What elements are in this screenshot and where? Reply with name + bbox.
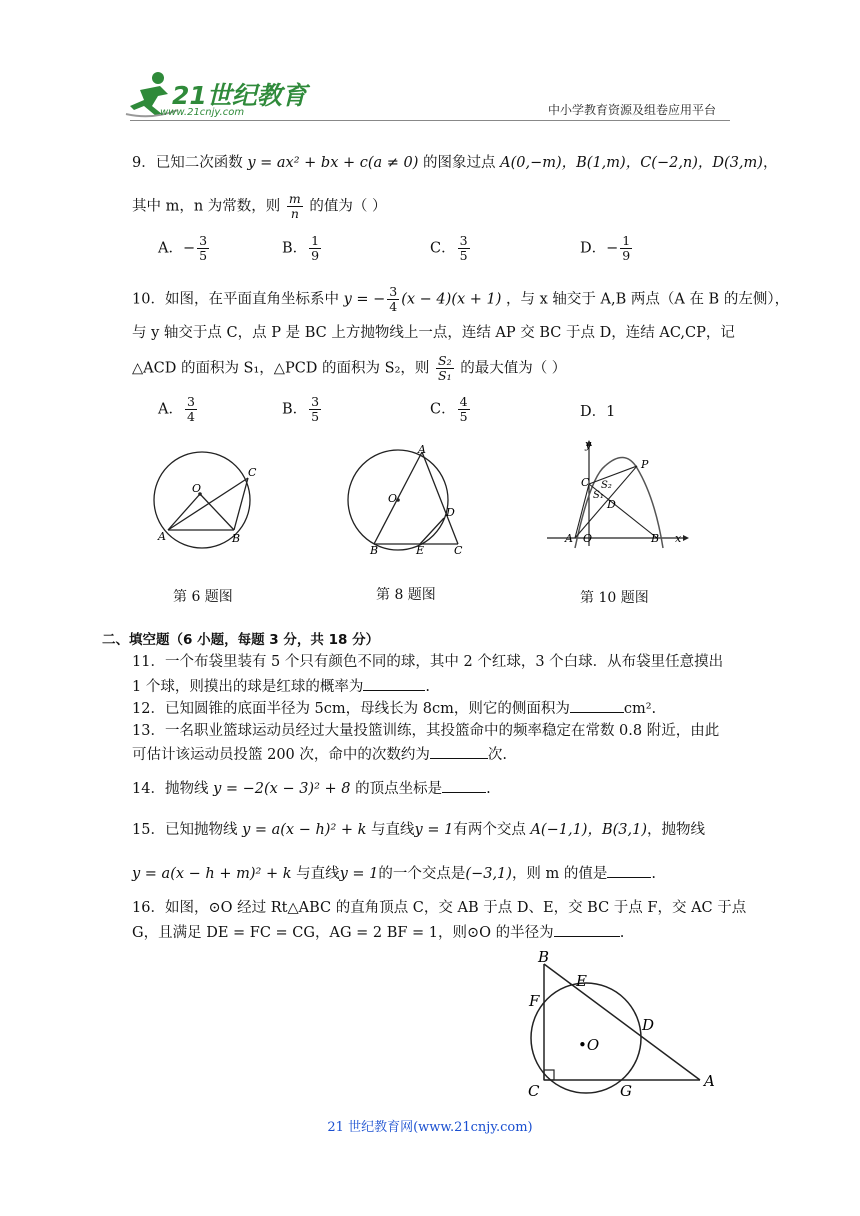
- fig16-label-g: G: [620, 1082, 632, 1098]
- fig8-label-o: O: [388, 492, 398, 505]
- q15-answer-blank[interactable]: [607, 863, 651, 878]
- q13-line1: 13．一名职业篮球运动员经过大量投篮训练，其投篮命中的频率稳定在常数 0.8 附近，由此: [132, 723, 720, 739]
- q14-answer-blank[interactable]: [442, 778, 486, 793]
- q11-line2: 1 个球，则摸出的球是红球的概率为 .: [132, 676, 430, 697]
- fig6-label-c: C: [248, 466, 257, 479]
- figure-8: [340, 442, 470, 560]
- fig10-label-s2: S₂: [601, 480, 612, 491]
- q9-line2: 其中 m，n 为常数，则 $\frac{m}{n}$ 的值为（ ）: [132, 191, 387, 221]
- fig16-label-b: B: [538, 948, 550, 966]
- q16-answer-blank[interactable]: [554, 922, 620, 937]
- fig8-label-e: E: [416, 544, 425, 557]
- q12-answer-blank[interactable]: [570, 698, 624, 713]
- q11-line1: 11．一个布袋里装有 5 个只有颜色不同的球，其中 2 个红球，3 个白球．从布袋里任意摸出: [132, 654, 724, 670]
- fig10-label-o: O: [583, 532, 593, 545]
- header-line: [130, 120, 730, 121]
- fig10-label-x: x: [675, 532, 682, 545]
- q10-line1: 10．如图，在平面直角坐标系中 y = − $\frac{3}{4}$ (x − 4)(x + 1) ，与 x 轴交于 A,B 两点（A 在 B 的左侧），: [132, 284, 790, 314]
- q9-option-b[interactable]: B． $\frac{1}{9}$: [282, 233, 320, 263]
- fig8-label-c: C: [454, 544, 463, 557]
- fig16-label-e: E: [576, 972, 587, 990]
- fig8-label-b: B: [370, 544, 379, 557]
- fig16-label-a: A: [704, 1072, 715, 1090]
- q13-line2: 可估计该运动员投篮 200 次，命中的次数约为 次.: [132, 744, 507, 765]
- q15-line2: y = a(x − h + m)² + k 与直线y = 1的一个交点是(−3,1)，则 m 的值是 .: [132, 863, 656, 884]
- q9-option-d[interactable]: D．− $\frac{1}{9}$: [580, 233, 631, 263]
- fig6-label-a: A: [158, 530, 166, 543]
- figure-6: [140, 448, 270, 558]
- q10-line3: △ACD 的面积为 S₁，△PCD 的面积为 S₂，则 $\frac{\text{S₂}}{\text{S₁}}$ 的最大值为（ ）: [132, 353, 567, 383]
- fig10-label-b: B: [651, 532, 660, 545]
- q9-points: A(0,−m)，B(1,m)，C(−2,n)，D(3,m): [500, 155, 763, 171]
- fig16-label-o: •O: [578, 1036, 600, 1054]
- fig8-label-a: A: [418, 443, 426, 456]
- header-right-text: 中小学教育资源及组卷应用平台: [548, 103, 717, 117]
- q11-answer-blank[interactable]: [363, 676, 425, 691]
- logo-text: 21世纪教育: [172, 81, 307, 110]
- caption-fig8: 第 8 题图: [376, 587, 436, 603]
- q9-formula: y = ax² + bx + c(a ≠ 0): [247, 155, 419, 171]
- caption-fig6: 第 6 题图: [173, 589, 233, 605]
- q9-line1: 9．已知二次函数 y = ax² + bx + c(a ≠ 0) 的图象过点 A(0,−m)，B(1,m)，C(−2,n)，D(3,m)，: [132, 155, 778, 171]
- header: [0, 0, 860, 130]
- fig16-label-f: F: [529, 992, 540, 1010]
- q10-line2: 与 y 轴交于点 C，点 P 是 BC 上方抛物线上一点，连结 AP 交 BC 于点 D，连结 AC,CP，记: [132, 325, 735, 341]
- q15-line1: 15．已知抛物线 y = a(x − h)² + k 与直线y = 1有两个交点 A(−1,1)，B(3,1)，抛物线: [132, 822, 705, 838]
- footer-link[interactable]: 21 世纪教育网(www.21cnjy.com): [327, 1120, 533, 1135]
- q10-formula: y = −: [343, 291, 386, 308]
- fig10-label-y: y: [585, 438, 592, 451]
- q12-line: 12．已知圆锥的底面半径为 5cm，母线长为 8cm，则它的侧面积为 cm².: [132, 698, 656, 719]
- fig16-label-c: C: [528, 1082, 540, 1098]
- fig10-label-c: C: [581, 476, 590, 489]
- fig10-label-s1: S₁: [593, 490, 604, 501]
- q16-line2: G，且满足 DE = FC = CG，AG = 2 BF = 1，则⊙O 的半径为 .: [132, 922, 624, 943]
- fig16-label-d: D: [642, 1016, 655, 1034]
- q10-option-d[interactable]: D．1: [580, 404, 616, 420]
- fig6-label-o: O: [192, 482, 202, 495]
- q9-option-c[interactable]: C． $\frac{3}{5}$: [430, 233, 468, 263]
- q14-line: 14．抛物线 y = −2(x − 3)² + 8 的顶点坐标是 .: [132, 778, 491, 799]
- fig8-label-d: D: [446, 506, 455, 519]
- section-2-heading: 二、填空题（6 小题，每题 3 分，共 18 分）: [102, 632, 380, 648]
- q10-option-a[interactable]: A． $\frac{3}{4}$: [158, 394, 195, 424]
- q13-answer-blank[interactable]: [430, 744, 488, 759]
- q9-frac-mn: $\frac{m}{n}$: [288, 191, 301, 221]
- q10-option-c[interactable]: C． $\frac{4}{5}$: [430, 394, 468, 424]
- fig10-label-a: A: [565, 532, 573, 545]
- figure-16: [522, 946, 728, 1098]
- figure-10: [545, 438, 690, 550]
- fig6-label-b: B: [232, 532, 241, 545]
- q10-option-b[interactable]: B． $\frac{3}{5}$: [282, 394, 320, 424]
- q9-option-a[interactable]: A．− $\frac{3}{5}$: [158, 233, 208, 263]
- fig10-label-d: D: [607, 498, 616, 511]
- fig10-label-p: P: [641, 458, 649, 471]
- caption-fig10: 第 10 题图: [580, 590, 649, 606]
- q16-line1: 16．如图，⊙O 经过 Rt△ABC 的直角顶点 C，交 AB 于点 D、E，交 BC 于点 F，交 AC 于点: [132, 900, 747, 916]
- logo-url: www.21cnjy.com: [160, 107, 245, 118]
